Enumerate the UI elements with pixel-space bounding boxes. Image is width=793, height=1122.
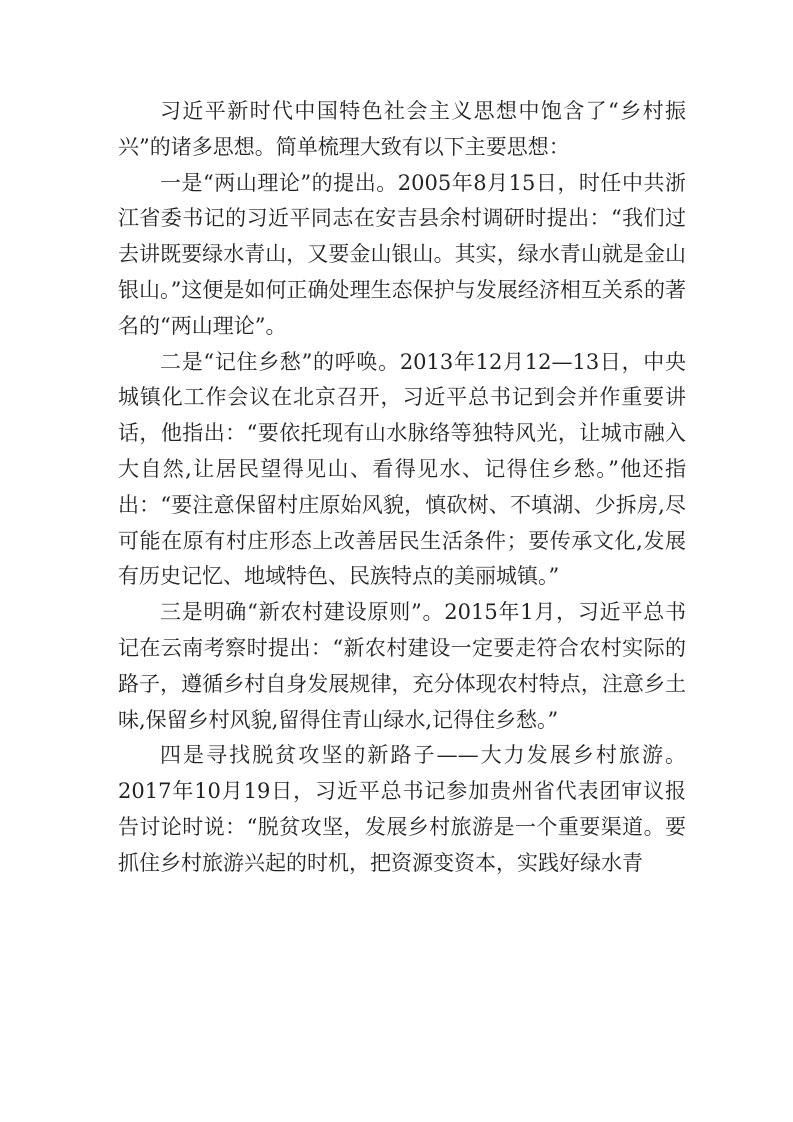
- paragraph-remember-nostalgia: 二是“记住乡愁”的呼唤。2013年12月12—13日，中央城镇化工作会议在北京召开，习近平总书记到会并作重要讲话，他指出：“要依托现有山水脉络等独特风光，让城市融入大自然,让居民望得见山、看得见水、记得住乡愁。”他还指出：“要注意保留村庄原始风貌，慎砍树、不填湖、少拆房,尽可能在原有村庄形态上改善居民生活条件；要传承文化,发展有历史记忆、地域特色、民族特点的美丽城镇。”: [118, 349, 686, 589]
- paragraph-two-mountains-theory: 一是“两山理论”的提出。2005年8月15日，时任中共浙江省委书记的习近平同志在安吉县余村调研时提出：“我们过去讲既要绿水青山，又要金山银山。其实，绿水青山就是金山银山。”这便是如何正确处理生态保护与发展经济相互关系的著名的“两山理论”。: [118, 170, 686, 338]
- paragraph-new-countryside-principles: 三是明确“新农村建设原则”。2015年1月，习近平总书记在云南考察时提出：“新农村建设一定要走符合农村实际的路子，遵循乡村自身发展规律，充分体现农村特点，注意乡土味,保留乡村风貌,留得住青山绿水,记得住乡愁。”: [118, 600, 686, 732]
- paragraph-intro: 习近平新时代中国特色社会主义思想中饱含了“乡村振兴”的诸多思想。简单梳理大致有以下主要思想：: [118, 99, 686, 159]
- document-body: [118, 94, 686, 882]
- paragraph-rural-tourism: 四是寻找脱贫攻坚的新路子——大力发展乡村旅游。2017年10月19日，习近平总书记参加贵州省代表团审议报告讨论时说：“脱贫攻坚，发展乡村旅游是一个重要渠道。要抓住乡村旅游兴起的时机，把资源变资本，实践好绿水青: [118, 743, 686, 875]
